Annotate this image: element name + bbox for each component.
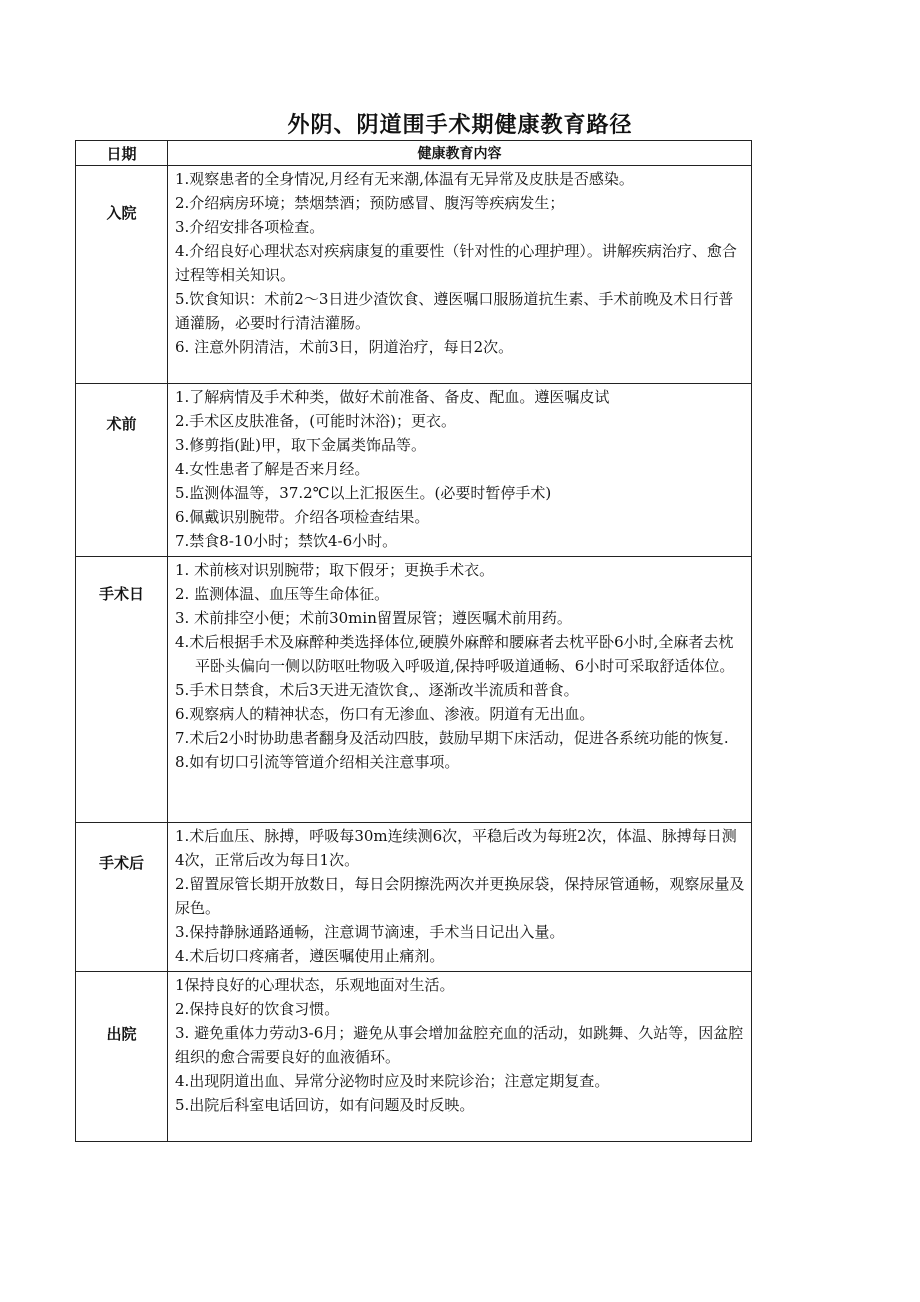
list-item: 1.了解病情及手术种类，做好术前准备、备皮、配血。遵医嘱皮试 xyxy=(175,388,610,406)
list-item: 3.保持静脉通路通畅，注意调节滴速，手术当日记出入量。 xyxy=(175,923,565,941)
list-item: 7.术后2小时协助患者翻身及活动四肢，鼓励早期下床活动，促进各系统功能的恢复. xyxy=(175,729,729,747)
list-item: 4.术后根据手术及麻醉种类选择体位,硬膜外麻醉和腰麻者去枕平卧6小时,全麻者去枕平卧头偏向一侧以防呕吐物吸入呼吸道,保持呼吸道通畅、6小时可采取舒适体位。 xyxy=(175,633,735,675)
row-content-surgery xyxy=(168,557,752,823)
list-item: 4.女性患者了解是否来月经。 xyxy=(175,460,370,478)
list-item: 7.禁食8-10小时；禁饮4-6小时。 xyxy=(175,532,398,550)
list-item: 3. 避免重体力劳动3-6月；避免从事会增加盆腔充血的活动，如跳舞、久站等，因盆腔组织的愈合需要良好的血液循环。 xyxy=(175,1024,744,1066)
row-day-preop xyxy=(76,384,168,557)
list-item: 1保持良好的心理状态，乐观地面对生活。 xyxy=(175,976,455,994)
table-row xyxy=(76,823,752,972)
header-content: 健康教育内容 xyxy=(168,141,752,166)
row-content-postop xyxy=(168,823,752,972)
table-row xyxy=(76,557,752,823)
row-day-admission xyxy=(76,166,168,384)
list-item: 2.手术区皮肤准备，(可能时沐浴)；更衣。 xyxy=(175,412,457,430)
row-day-surgery xyxy=(76,557,168,823)
list-item: 1.观察患者的全身情况,月经有无来潮,体温有无异常及皮肤是否感染。 xyxy=(175,170,634,188)
day-label: 术前 xyxy=(106,414,137,433)
day-label: 手术后 xyxy=(98,853,144,872)
list-item: 6.观察病人的精神状态，伤口有无渗血、渗液。阴道有无出血。 xyxy=(175,705,595,723)
list-item: 3.介绍安排各项检查。 xyxy=(175,218,325,236)
header-day: 日期 xyxy=(76,141,168,166)
table-row xyxy=(76,972,752,1142)
table-header-row xyxy=(76,141,752,166)
list-item: 4.介绍良好心理状态对疾病康复的重要性（针对性的心理护理）。讲解疾病治疗、愈合过程等相关知识。 xyxy=(175,242,737,284)
list-item: 1. 术前核对识别腕带；取下假牙；更换手术衣。 xyxy=(175,561,495,579)
table-row xyxy=(76,384,752,557)
list-item: 2. 监测体温、血压等生命体征。 xyxy=(175,585,390,603)
page-title: 外阴、阴道围手术期健康教育路径 xyxy=(287,113,633,138)
row-content-admission xyxy=(168,166,752,384)
table-row xyxy=(76,166,752,384)
education-table xyxy=(75,140,752,1142)
day-label: 手术日 xyxy=(98,585,144,603)
list-item: 2.保持良好的饮食习惯。 xyxy=(175,1000,340,1018)
row-content-discharge xyxy=(168,972,752,1142)
list-item: 4.术后切口疼痛者，遵医嘱使用止痛剂。 xyxy=(175,947,445,965)
row-day-postop xyxy=(76,823,168,972)
list-item: 5.饮食知识：术前2～3日进少渣饮食、遵医嘱口服肠道抗生素、手术前晚及术日行普通灌肠，必要时行清洁灌肠。 xyxy=(175,290,734,332)
list-item: 3. 术前排空小便；术前30min留置尿管；遵医嘱术前用药。 xyxy=(175,609,572,627)
row-day-discharge xyxy=(76,972,168,1142)
list-item: 6. 注意外阴清洁，术前3日，阴道治疗，每日2次。 xyxy=(175,338,514,356)
list-item: 5.出院后科室电话回访，如有问题及时反映。 xyxy=(175,1096,475,1114)
day-label: 入院 xyxy=(106,204,137,222)
list-item: 2.介绍病房环境；禁烟禁酒；预防感冒、腹泻等疾病发生； xyxy=(175,194,565,212)
list-item: 5.手术日禁食，术后3天进无渣饮食,、逐渐改半流质和普食。 xyxy=(175,681,579,699)
list-item: 1.术后血压、脉搏，呼吸每30m连续测6次，平稳后改为每班2次，体温、脉搏每日测4次，正常后改为每日1次。 xyxy=(175,827,737,869)
list-item: 2.留置尿管长期开放数日，每日会阴擦洗两次并更换尿袋，保持尿管通畅，观察尿量及尿色。 xyxy=(175,875,745,917)
list-item: 3.修剪指(趾)甲，取下金属类饰品等。 xyxy=(175,436,427,454)
list-item: 8.如有切口引流等管道介绍相关注意事项。 xyxy=(175,753,460,771)
list-item: 4.出现阴道出血、异常分泌物时应及时来院诊治；注意定期复查。 xyxy=(175,1072,610,1090)
row-content-preop xyxy=(168,384,752,557)
list-item: 6.佩戴识别腕带。介绍各项检查结果。 xyxy=(175,508,430,526)
list-item: 5.监测体温等，37.2℃以上汇报医生。(必要时暂停手术) xyxy=(175,484,552,502)
day-label: 出院 xyxy=(106,1025,137,1043)
